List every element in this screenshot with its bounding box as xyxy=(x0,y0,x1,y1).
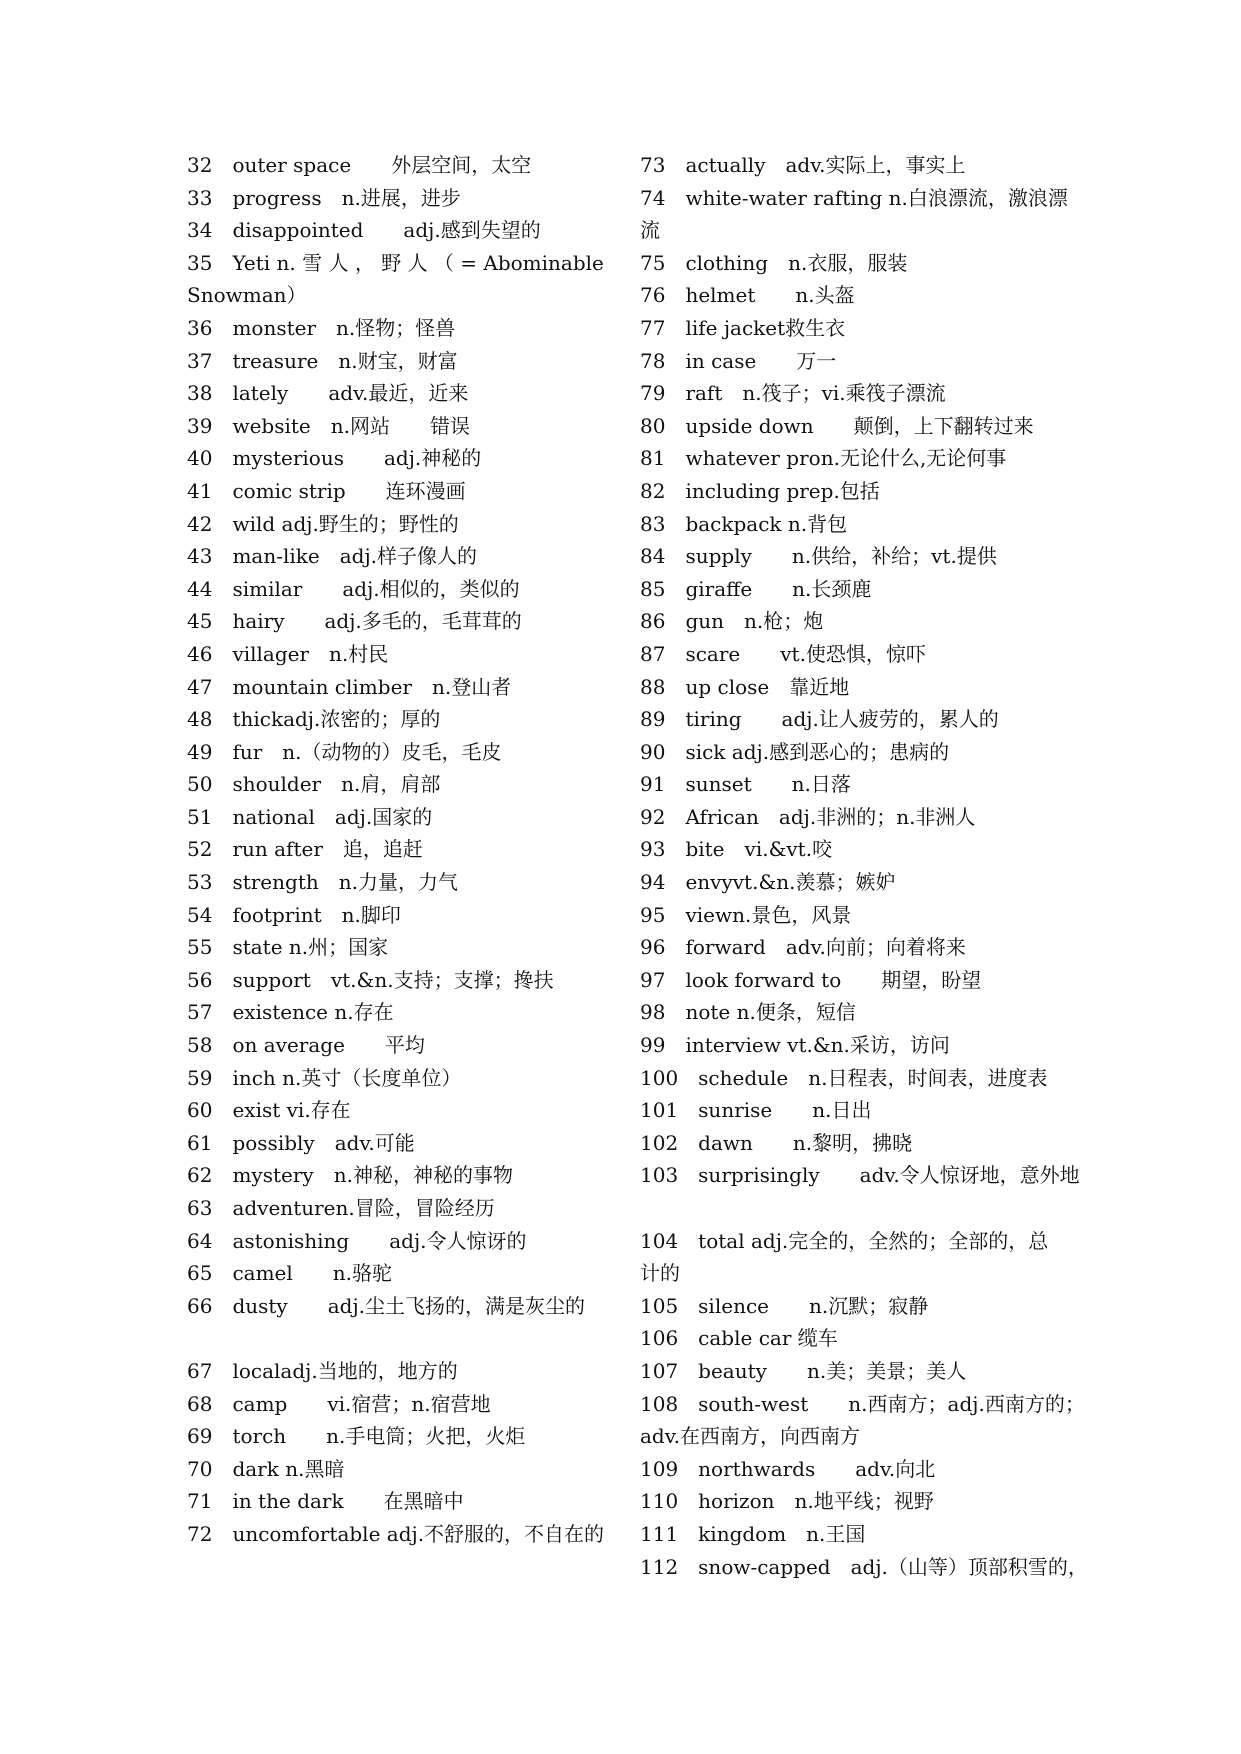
vocabulary-line: 68 camp vi.宿营；n.宿营地 xyxy=(187,1391,491,1416)
vocabulary-line: 103 surprisingly adv.令人惊讶地，意外地 xyxy=(640,1163,1080,1188)
vocabulary-line: 45 hairy adj.多毛的，毛茸茸的 xyxy=(187,609,522,634)
vocabulary-line: 104 total adj.完全的，全然的；全部的，总 xyxy=(640,1228,1049,1253)
blank-line xyxy=(640,1192,1050,1225)
vocabulary-line: 77 life jacket救生衣 xyxy=(640,315,846,340)
vocabulary-line: 108 south-west n.西南方；adj.西南方的； xyxy=(640,1391,1085,1416)
vocabulary-line: 61 possibly adv.可能 xyxy=(187,1130,415,1155)
vocabulary-line: 93 bite vi.&vt.咬 xyxy=(640,837,833,862)
vocabulary-line: 37 treasure n.财宝，财富 xyxy=(187,348,458,373)
vocabulary-line: 99 interview vt.&n.采访，访问 xyxy=(640,1033,950,1058)
vocabulary-line: 47 mountain climber n.登山者 xyxy=(187,674,512,699)
vocabulary-line: 98 note n.便条，短信 xyxy=(640,1000,856,1025)
vocabulary-line: 83 backpack n.背包 xyxy=(640,511,848,536)
vocabulary-line: 73 actually adv.实际上，事实上 xyxy=(640,153,966,177)
vocabulary-line: 56 support vt.&n.支持；支撑；搀扶 xyxy=(187,967,554,992)
vocabulary-line: 53 strength n.力量，力气 xyxy=(187,870,458,895)
vocabulary-line: 76 helmet n.头盔 xyxy=(640,283,855,308)
vocabulary-line: 107 beauty n.美；美景；美人 xyxy=(640,1358,967,1383)
vocabulary-line: 64 astonishing adj.令人惊讶的 xyxy=(187,1228,527,1253)
vocabulary-line: 36 monster n.怪物；怪兽 xyxy=(187,315,456,340)
vocabulary-line: 43 man-like adj.样子像人的 xyxy=(187,544,478,569)
vocabulary-line: 105 silence n.沉默；寂静 xyxy=(640,1293,929,1318)
vocabulary-line: 88 up close 靠近地 xyxy=(640,674,850,699)
vocabulary-line: 96 forward adv.向前；向着将来 xyxy=(640,935,966,960)
vocabulary-line: 48 thickadj.浓密的；厚的 xyxy=(187,707,441,732)
vocabulary-line: 40 mysterious adj.神秘的 xyxy=(187,446,482,471)
vocabulary-line: 89 tiring adj.让人疲劳的，累人的 xyxy=(640,707,999,732)
vocabulary-line: 70 dark n.黑暗 xyxy=(187,1456,345,1481)
vocabulary-line: 55 state n.州；国家 xyxy=(187,935,389,960)
vocabulary-line: 59 inch n.英寸（长度单位） xyxy=(187,1065,462,1090)
vocabulary-line: 33 progress n.进展，进步 xyxy=(187,185,461,210)
vocabulary-line: 63 adventuren.冒险，冒险经历 xyxy=(187,1196,495,1220)
vocabulary-line: 58 on average 平均 xyxy=(187,1033,425,1058)
vocabulary-line: 91 sunset n.日落 xyxy=(640,772,851,797)
vocabulary-line: 50 shoulder n.肩，肩部 xyxy=(187,772,441,797)
vocabulary-line: 102 dawn n.黎明，拂晓 xyxy=(640,1130,913,1155)
vocabulary-line: 49 fur n.（动物的）皮毛，毛皮 xyxy=(187,739,502,764)
vocabulary-line: 95 viewn.景色，风景 xyxy=(640,902,852,927)
vocabulary-line: 74 white-water rafting n.白浪漂流，激浪漂 xyxy=(640,185,1068,210)
vocabulary-line: 75 clothing n.衣服，服装 xyxy=(640,250,908,275)
vocabulary-line: 85 giraffe n.长颈鹿 xyxy=(640,576,872,601)
vocabulary-line: 97 look forward to 期望，盼望 xyxy=(640,967,982,992)
vocabulary-line: 109 northwards adv.向北 xyxy=(640,1456,936,1481)
vocabulary-line: 79 raft n.筏子；vi.乘筏子漂流 xyxy=(640,381,946,406)
vocabulary-line: 38 lately adv.最近，近来 xyxy=(187,381,469,406)
vocabulary-line: 39 website n.网站 错误 xyxy=(187,413,470,438)
vocabulary-line: 57 existence n.存在 xyxy=(187,1000,394,1025)
vocabulary-line: 72 uncomfortable adj.不舒服的，不自在的 xyxy=(187,1521,605,1546)
vocabulary-line: Snowman） xyxy=(187,283,307,308)
blank-line xyxy=(187,1322,602,1355)
vocabulary-line: 69 torch n.手电筒；火把，火炬 xyxy=(187,1424,526,1449)
vocabulary-line: adv.在西南方，向西南方 xyxy=(640,1424,861,1449)
vocabulary-line: 67 localadj.当地的，地方的 xyxy=(187,1358,458,1383)
vocabulary-line: 71 in the dark 在黑暗中 xyxy=(187,1489,464,1514)
vocabulary-column-left xyxy=(187,149,605,1551)
vocabulary-line: 65 camel n.骆驼 xyxy=(187,1261,393,1286)
vocabulary-line: 86 gun n.枪；炮 xyxy=(640,609,824,634)
vocabulary-line: 60 exist vi.存在 xyxy=(187,1098,351,1123)
vocabulary-line: 计的 xyxy=(640,1261,680,1286)
vocabulary-line: 100 schedule n.日程表，时间表，进度表 xyxy=(640,1065,1048,1090)
vocabulary-line: 42 wild adj.野生的；野性的 xyxy=(187,511,459,536)
vocabulary-line: 84 supply n.供给，补给；vt.提供 xyxy=(640,544,997,569)
vocabulary-line: 90 sick adj.感到恶心的；患病的 xyxy=(640,739,950,764)
vocabulary-line: 66 dusty adj.尘土飞扬的，满是灰尘的 xyxy=(187,1293,586,1318)
vocabulary-line: 34 disappointed adj.感到失望的 xyxy=(187,218,541,243)
vocabulary-line: 62 mystery n.神秘，神秘的事物 xyxy=(187,1163,513,1188)
vocabulary-column-right xyxy=(640,149,1088,1583)
vocabulary-line: 80 upside down 颠倒，上下翻转过来 xyxy=(640,413,1034,438)
vocabulary-line: 54 footprint n.脚印 xyxy=(187,902,401,927)
vocabulary-line: 94 envyvt.&n.羡慕；嫉妒 xyxy=(640,870,896,895)
vocabulary-line: 流 xyxy=(640,218,660,243)
vocabulary-line: 81 whatever pron.无论什么,无论何事 xyxy=(640,446,1007,471)
vocabulary-line: 112 snow-capped adj.（山等）顶部积雪的， xyxy=(640,1554,1088,1579)
vocabulary-line: 111 kingdom n.王国 xyxy=(640,1521,866,1546)
vocabulary-line: 51 national adj.国家的 xyxy=(187,804,433,829)
vocabulary-line: 101 sunrise n.日出 xyxy=(640,1098,872,1123)
vocabulary-line: 41 comic strip 连环漫画 xyxy=(187,478,466,503)
vocabulary-line: 82 including prep.包括 xyxy=(640,478,880,503)
vocabulary-line: 52 run after 追，追赶 xyxy=(187,837,423,862)
vocabulary-line: 106 cable car 缆车 xyxy=(640,1326,838,1351)
vocabulary-line: 44 similar adj.相似的，类似的 xyxy=(187,576,520,601)
vocabulary-line: 87 scare vt.使恐惧，惊吓 xyxy=(640,641,926,666)
vocabulary-line: 78 in case 万一 xyxy=(640,348,837,373)
vocabulary-line: 32 outer space 外层空间，太空 xyxy=(187,153,532,177)
vocabulary-line: 46 villager n.村民 xyxy=(187,641,389,666)
vocabulary-line: 35 Yeti n. 雪 人 ， 野 人 （ = Abominable xyxy=(187,250,604,275)
vocabulary-line: 92 African adj.非洲的；n.非洲人 xyxy=(640,804,976,829)
vocabulary-line: 110 horizon n.地平线；视野 xyxy=(640,1489,934,1514)
